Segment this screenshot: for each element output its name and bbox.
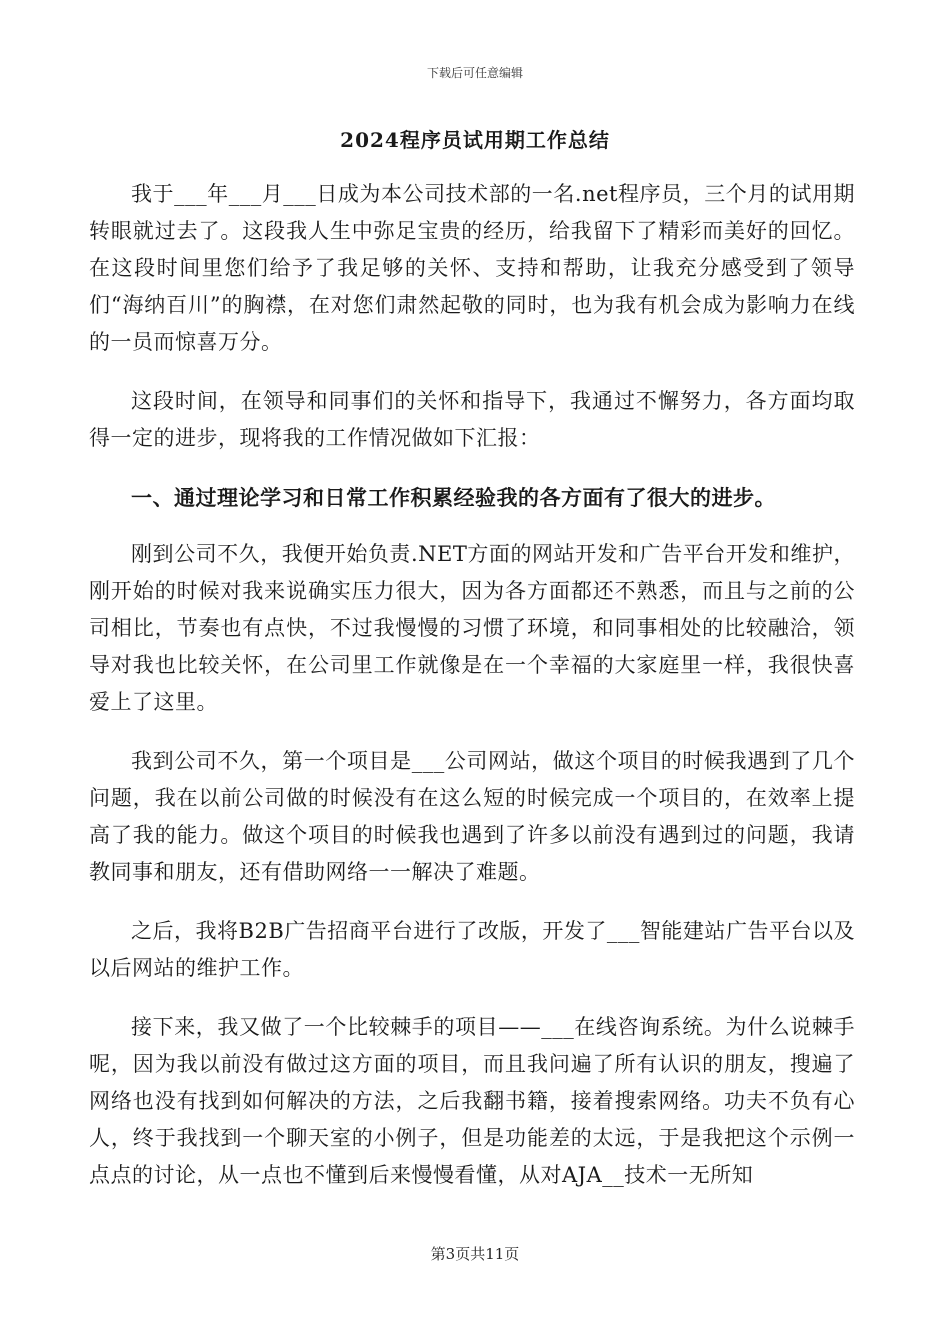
document-body bbox=[89, 176, 855, 1216]
paragraph-summary: 这段时间，在领导和同事们的关怀和指导下，我通过不懈努力，各方面均取得一定的进步，现将我的工作情况做如下汇报： bbox=[89, 389, 855, 450]
section-heading: 一、通过理论学习和日常工作积累经验我的各方面有了很大的进步。 bbox=[131, 485, 776, 510]
document-title: 2024程序员试用期工作总结 bbox=[340, 128, 610, 152]
paragraph-section-4: 接下来，我又做了一个比较棘手的项目——___在线咨询系统。为什么说棘手呢，因为我以前没有做过这方面的项目，而且我问遍了所有认识的朋友，搜遍了网络也没有找到如何解决的方法，之后我翻书籍，接着搜索网络。功夫不负有心人，终于我找到一个聊天室的小例子，但是功能差的太远，于是我把这个示例一点点的讨论，从一点也不懂到后来慢慢看懂，从对AJA__技术一无所知 bbox=[89, 1015, 855, 1187]
paragraph-section-2: 我到公司不久，第一个项目是___公司网站，做这个项目的时候我遇到了几个问题，我在以前公司做的时候没有在这么短的时候完成一个项目的，在效率上提高了我的能力。做这个项目的时候我也遇到了许多以前没有遇到过的问题，我请教同事和朋友，还有借助网络一一解决了难题。 bbox=[89, 749, 855, 884]
page-footer: 第3页共11页 bbox=[430, 1245, 520, 1263]
paragraph-section-3: 之后，我将B2B广告招商平台进行了改版，开发了___智能建站广告平台以及以后网站的维护工作。 bbox=[89, 919, 855, 980]
header-note: 下载后可任意编辑 bbox=[426, 66, 523, 80]
paragraph-intro: 我于___年___月___日成为本公司技术部的一名.net程序员，三个月的试用期转眼就过去了。这段我人生中弥足宝贵的经历，给我留下了精彩而美好的回忆。在这段时间里您们给予了我足够的关怀、支持和帮助，让我充分感受到了领导们“海纳百川”的胸襟，在对您们肃然起敬的同时，也为我有机会成为影响力在线的一员而惊喜万分。 bbox=[89, 182, 855, 354]
paragraph-section-1: 刚到公司不久，我便开始负责.NET方面的网站开发和广告平台开发和维护，刚开始的时候对我来说确实压力很大，因为各方面都还不熟悉，而且与之前的公司相比，节奏也有点快，不过我慢慢的习惯了环境，和同事相处的比较融洽，领导对我也比较关怀，在公司里工作就像是在一个幸福的大家庭里一样，我很快喜爱上了这里。 bbox=[89, 542, 855, 714]
